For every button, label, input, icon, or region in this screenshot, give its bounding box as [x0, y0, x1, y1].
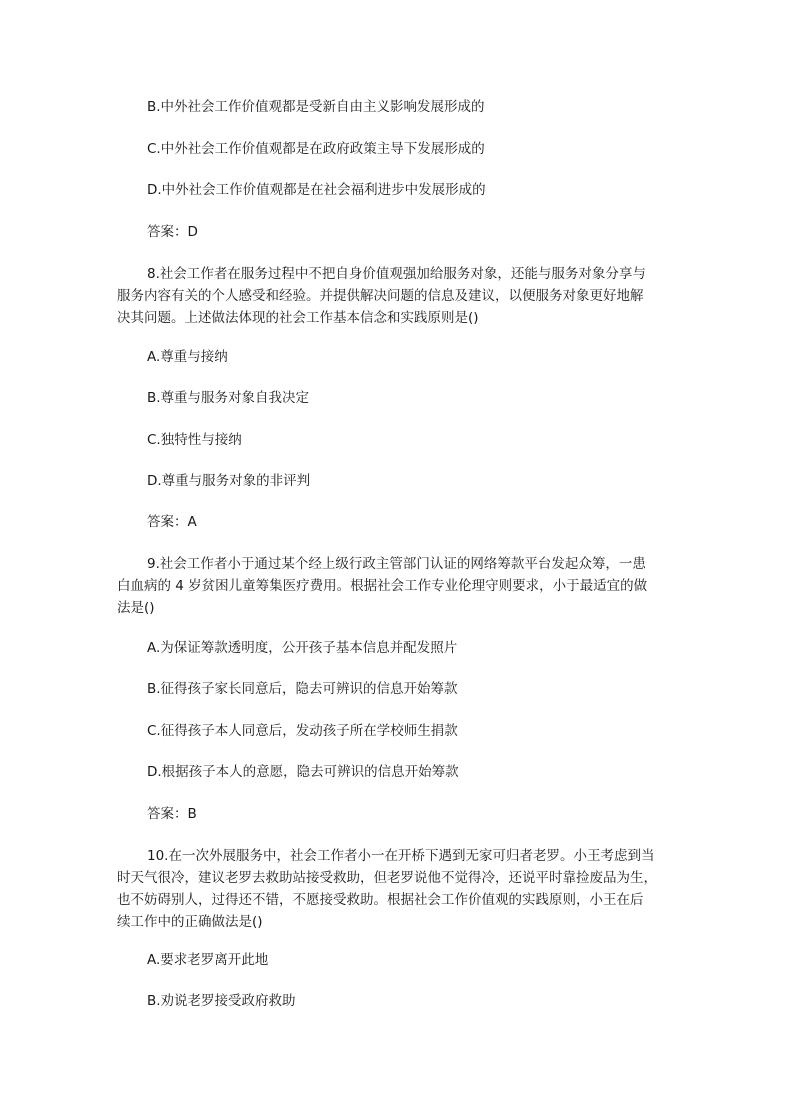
q8-stem-line-3: 决其问题。上述做法体现的社会工作基本信念和实践原则是()	[117, 310, 479, 326]
q9-stem-line-1: 9.社会工作者小于通过某个经上级行政主管部门认证的网络筹款平台发起众筹，一患	[147, 556, 646, 572]
q9-option-b: B.征得孩子家长同意后，隐去可辨识的信息开始筹款	[147, 681, 458, 697]
q9-option-d: D.根据孩子本人的意愿，隐去可辨识的信息开始筹款	[147, 764, 459, 780]
q7-option-b: B.中外社会工作价值观都是受新自由主义影响发展形成的	[147, 99, 485, 115]
q9-stem	[117, 553, 677, 619]
q8-option-c: C.独特性与接纳	[147, 432, 242, 448]
q8-stem-line-2: 服务内容有关的个人感受和经验。并提供解决问题的信息及建议，以便服务对象更好地解	[117, 288, 644, 304]
q8-answer: 答案：A	[147, 514, 197, 530]
q9-stem-line-3: 法是()	[117, 600, 155, 616]
q8-stem	[117, 263, 677, 329]
q9-answer: 答案：B	[147, 806, 197, 822]
q9-option-a: A.为保证筹款透明度，公开孩子基本信息并配发照片	[147, 640, 458, 656]
q7-option-d: D.中外社会工作价值观都是在社会福利进步中发展形成的	[147, 182, 486, 198]
q9-stem-line-2: 白血病的 4 岁贫困儿童筹集医疗费用。根据社会工作专业伦理守则要求，小于最适宜的做	[117, 578, 648, 594]
q10-stem	[117, 845, 677, 933]
q10-stem-line-3: 也不妨碍别人，过得还不错，不愿接受救助。根据社会工作价值观的实践原则，小王在后	[117, 892, 644, 908]
q8-option-b: B.尊重与服务对象自我决定	[147, 390, 310, 406]
q8-option-a: A.尊重与接纳	[147, 349, 228, 365]
q10-option-a: A.要求老罗离开此地	[147, 952, 269, 968]
q10-stem-line-4: 续工作中的正确做法是()	[117, 914, 263, 930]
q8-option-d: D.尊重与服务对象的非评判	[147, 473, 311, 489]
q10-option-b: B.劝说老罗接受政府救助	[147, 993, 296, 1009]
q10-stem-line-1: 10.在一次外展服务中，社会工作者小一在开桥下遇到无家可归者老罗。小王考虑到当	[147, 848, 655, 864]
q7-answer: 答案：D	[147, 224, 198, 240]
q10-stem-line-2: 时天气很冷，建议老罗去救助站接受救助，但老罗说他不觉得冷，还说平时靠捡废品为生，	[117, 870, 657, 886]
q9-option-c: C.征得孩子本人同意后，发动孩子所在学校师生捐款	[147, 723, 458, 739]
q8-stem-line-1: 8.社会工作者在服务过程中不把自身价值观强加给服务对象，还能与服务对象分享与	[147, 266, 646, 282]
q7-option-c: C.中外社会工作价值观都是在政府政策主导下发展形成的	[147, 141, 485, 157]
